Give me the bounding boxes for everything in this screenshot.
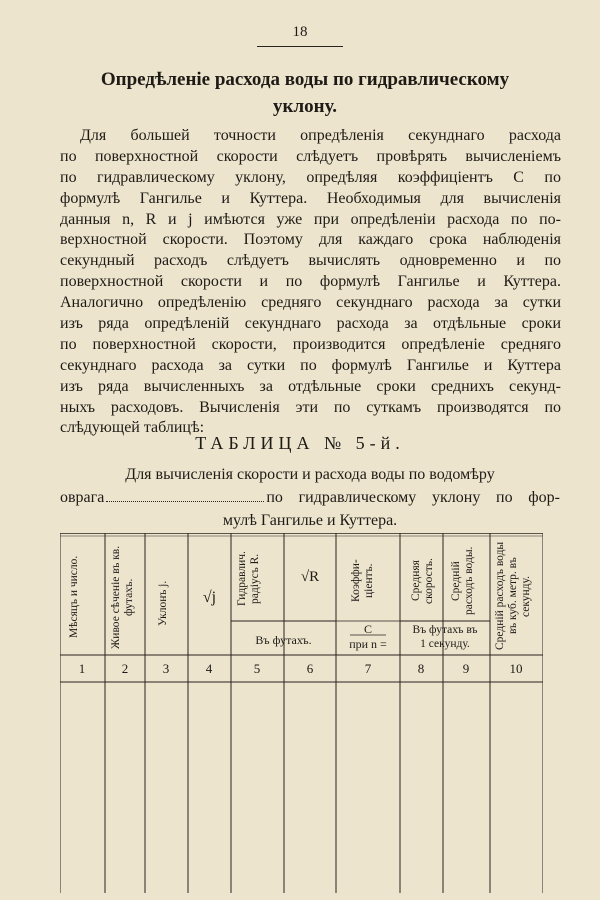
- subtitle-line-2-end: по гидравлическому уклону по фор-: [266, 489, 560, 506]
- column-number: 7: [364, 661, 372, 676]
- body-paragraph: [60, 126, 561, 439]
- body-line: Аналогично опредѣленію средняго секунднаго расхода за сутки: [60, 294, 561, 312]
- column-number: 6: [306, 661, 314, 676]
- body-line: данныя n, R и j имѣются уже при опредѣленіи расхода по по-: [60, 210, 561, 228]
- column-number: 2: [121, 661, 129, 676]
- header-hydraulic-radius: Гидравлич. радіусъ R.: [236, 551, 261, 607]
- header-sqrt-r: √R: [300, 569, 320, 585]
- page-number-rule: [257, 46, 343, 47]
- section-title-line-2: уклону.: [273, 96, 337, 117]
- body-line: секундный расходъ слѣдуетъ вычислять одновременно и по: [60, 252, 561, 270]
- subheader-per-second: 1 секунду.: [420, 638, 470, 650]
- body-line: поверхностной скорости и по формулѣ Гангилье и Куттера.: [60, 273, 561, 291]
- header-discharge-cubic-meters: Средній расходъ воды въ куб. метр. въ секунду.: [494, 541, 532, 651]
- column-number: 8: [417, 661, 425, 676]
- subheader-at-n: при n =: [349, 637, 387, 651]
- subtitle-line-2: [60, 486, 560, 509]
- subheader-c: C: [363, 622, 372, 636]
- subheader-feet-per: Въ футахъ въ: [412, 624, 478, 636]
- page-number: 18: [292, 24, 308, 40]
- table-subtitle: [60, 463, 560, 532]
- calculation-table: [60, 533, 543, 893]
- column-number: 10: [509, 661, 523, 676]
- header-coefficient: Коэффи- ціентъ.: [350, 559, 375, 603]
- subtitle-line-1: Для вычисленія скорости и расхода воды по водомѣру: [125, 466, 495, 483]
- column-number: 1: [78, 661, 86, 676]
- blank-fill-line: [106, 489, 264, 502]
- table-title: ТАБЛИЦА № 5-й.: [195, 433, 405, 453]
- body-line: Для большей точности опредѣленія секунднаго расхода: [80, 127, 561, 144]
- section-title-line-1: Опредѣленіе расхода воды по гидравлическому: [100, 69, 510, 90]
- section-title: [60, 66, 550, 120]
- header-slope-j: Уклонъ j.: [157, 580, 169, 626]
- body-line: по поверхностной скорости, производится опредѣленіе средняго: [60, 335, 561, 353]
- header-mean-velocity: Средняя скорость.: [410, 558, 435, 604]
- subtitle-line-3: мулѣ Гангилье и Куттера.: [222, 512, 398, 529]
- header-cross-section: Живое сѣченіе въ кв. футахъ.: [110, 545, 135, 649]
- subtitle-line-2-start: оврага: [60, 489, 105, 506]
- body-line: формулѣ Гангилье и Куттера. Необходимыя для вычисленія: [60, 189, 561, 207]
- column-number: 3: [162, 661, 170, 676]
- body-line: ныхъ расходовъ. Вычисленія эти по суткамъ производятся по: [60, 398, 561, 416]
- header-month-day: Мѣсяцъ и число.: [68, 555, 80, 639]
- body-line: слѣдующей таблицѣ:: [60, 419, 205, 437]
- column-number: 5: [253, 661, 261, 676]
- header-mean-discharge: Средній расходъ воды.: [450, 546, 475, 616]
- header-sqrt-j: √j: [202, 589, 217, 606]
- body-line: по гидравлическому уклону, опредѣляя коэффиціентъ C по: [60, 168, 561, 186]
- column-number: 4: [205, 661, 213, 676]
- body-line: изъ ряда опредѣленій секунднаго расхода за отдѣльные сроки: [60, 315, 561, 333]
- body-line: верхностной скорости. Поэтому для каждаго срока наблюденія: [60, 231, 561, 249]
- body-line: секунднаго расхода за сутки по формулѣ Гангилье и Куттера: [60, 356, 561, 374]
- body-line: изъ ряда вычисленныхъ за отдѣльные сроки среднихъ секунд-: [60, 377, 561, 395]
- body-line: по поверхностной скорости слѣдуетъ провѣрять вычисленіемъ: [60, 147, 561, 165]
- subheader-in-feet: Въ футахъ.: [255, 633, 312, 647]
- column-number: 9: [462, 661, 470, 676]
